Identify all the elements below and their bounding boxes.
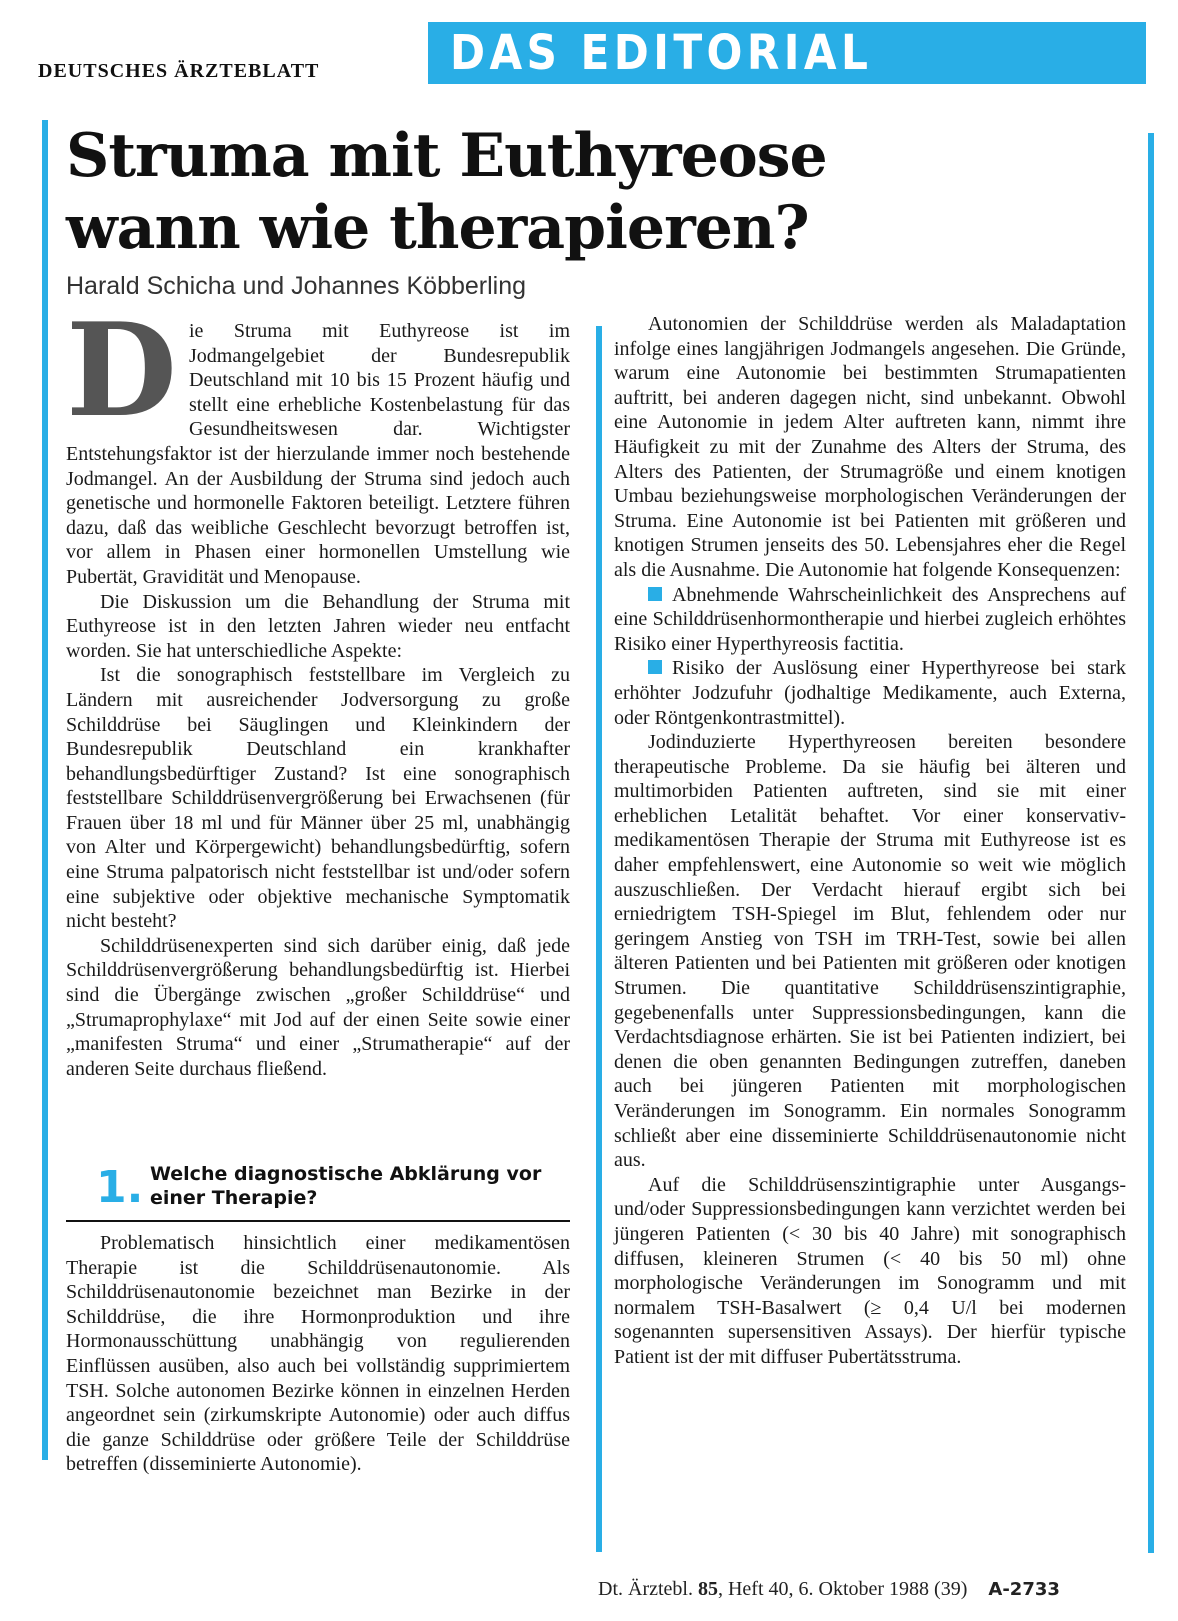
left-column-lower <box>66 1231 570 1477</box>
square-bullet-icon <box>648 660 662 674</box>
bullet-item <box>614 583 1126 657</box>
drop-cap: D <box>66 296 177 446</box>
authors: Harald Schicha und Johannes Köbberling <box>66 272 527 300</box>
paragraph: Problematisch hinsichtlich einer medikamentösen Therapie ist die Schilddrüsenautonomie. Als Schilddrüsenautonomie bezeichnet man Bezirke in der Schilddrüse, die ihre Hormonproduktion und ihre Hormonausschüttung unabhängig von regulierenden Einflüssen ausüben, also auch bei vollständig supprimiertem TSH. Solche autonomen Bezirke können in einzelnen Herden angeordnet sein (zirkumskripte Autonomie) oder auch diffus die ganze Schilddrüse oder größere Teile der Schilddrüse betreffen (disseminierte Autonomie). <box>66 1232 570 1476</box>
accent-bar-middle <box>596 326 602 1552</box>
headline-line-1: Struma mit Euthyreose <box>66 121 827 191</box>
accent-bar-right <box>1148 133 1154 1553</box>
paragraph: Auf die Schilddrüsenszintigraphie unter Ausgangs- und/oder Suppressionsbedingungen kann verzichtet werden bei jüngeren Patienten (< 30 bis 40 Jahre) mit sonographisch diffusen, kleineren Strumen (< 40 bis 50 ml) ohne morphologische Veränderungen im Sonogramm und mit normalem TSH-Basalwert (≥ 0,4 U/l bei modernen sogenannten supersensitiven Assays). Der hierfür typische Patient ist der mit diffuser Pubertätsstruma. <box>614 1173 1126 1368</box>
footer-citation <box>598 1578 1060 1601</box>
square-bullet-icon <box>648 587 662 601</box>
headline <box>66 120 827 264</box>
paragraph-intro <box>66 296 570 590</box>
paragraph: Jodinduzierte Hyperthyreosen bereiten besondere therapeutische Probleme. Da sie häufig bei älteren und multimorbiden Patienten auftreten, sind sie mit einer erheblichen Letalität behaftet. Vor einer konservativ-medikamentösen Therapie der Struma mit Euthyreose ist es daher empfehlenswert, eine Autonomie so weit wie möglich auszuschließen. Der Verdacht hierauf ergibt sich bei erniedrigtem TSH-Spiegel im Blut, fehlendem oder nur geringem Anstieg von TSH im TRH-Test, sowie bei allen älteren Patienten und bei Patienten mit größeren oder knotigen Strumen. Die quantitative Schilddrüsenszintigraphie, gegebenenfalls unter Suppressionsbedingungen, kann die Verdachtsdiagnose erhärten. Sie ist bei Patienten indiziert, bei denen die oben genannten Bedingungen zutreffen, daneben auch bei jüngeren Patienten mit morphologischen Veränderungen im Sonogramm. Ein normales Sonogramm schließt aber eine disseminierte Schilddrüsenautonomie nicht aus. <box>614 731 1126 1172</box>
bullet-text: Abnehmende Wahrscheinlichkeit des Ansprechens auf eine Schilddrüsenhormontherapie und hierbei zugleich erhöhtes Risiko einer Hyperthyreosis factitia. <box>614 583 1126 655</box>
paragraph: Schilddrüsenexperten sind sich darüber einig, daß jede Schilddrüsenvergrößerung behandlungsbedürftig ist. Hierbei sind die Übergänge zwischen „großer Schilddrüse“ und „Strumaprophylaxe“ mit Jod auf der einen Seite sowie einer „manifesten Struma“ und einer „Strumatherapie“ auf der anderen Seite durchaus fließend. <box>66 934 570 1080</box>
paragraph: Die Diskussion um die Behandlung der Struma mit Euthyreose ist in den letzten Jahren wieder neu entfacht worden. Sie hat unterschiedliche Aspekte: <box>66 590 570 662</box>
section-title: Welche diagnostische Abklärung vor einer Therapie? <box>150 1163 542 1209</box>
section-banner <box>428 22 1146 84</box>
page-number: A-2733 <box>988 1579 1060 1600</box>
section-number: 1. <box>96 1162 144 1213</box>
paragraph-intro-text: ie Struma mit Euthyreose ist im Jodmangelgebiet der Bundesrepublik Deutschland mit 10 bis 15 Prozent häufig und stellt eine erhebliche Kostenbelastung für das Gesundheitswesen dar. Wichtigster Entstehungsfaktor ist der hierzulande immer noch bestehende Jodmangel. An der Ausbildung der Struma sind jedoch auch genetische und hormonelle Faktoren beteiligt. Letztere führen dazu, daß das weibliche Geschlecht bevorzugt betroffen ist, vor allem in Phasen einer hormonellen Umstellung wie Pubertät, Gravidität und Menopause. <box>66 320 570 588</box>
citation-details: , Heft 40, 6. Oktober 1988 (39) <box>717 1578 968 1600</box>
right-column <box>614 312 1126 1370</box>
left-column-upper <box>66 296 570 1081</box>
paragraph: Ist die sonographisch feststellbare im Vergleich zu Ländern mit ausreichender Jodversorgung zu große Schilddrüse bei Säuglingen und Kleinkindern der Bundesrepublik Deutschland ein krankhafter behandlungsbedürftiger Zustand? Ist eine sonographisch feststellbare Schilddrüsenvergrößerung bei Erwachsenen (für Frauen über 18 ml und für Männer über 25 ml, unabhängig von Alter und Körpergewicht) behandlungsbedürftig, sofern eine Struma palpatorisch nicht feststellbar ist und/oder sofern eine subjektive oder objektive mechanische Symptomatik nicht besteht? <box>66 664 570 933</box>
section-heading <box>66 1160 570 1222</box>
citation-prefix: Dt. Ärztebl. <box>598 1578 693 1600</box>
bullet-text: Risiko der Auslösung einer Hyperthyreose bei stark erhöhter Jodzufuhr (jodhaltige Medikamente, auch Externa, oder Röntgenkontrastmittel). <box>614 657 1126 729</box>
accent-bar-left <box>42 120 48 1460</box>
headline-line-2: wann wie therapieren? <box>66 193 809 263</box>
journal-name: DEUTSCHES ÄRZTEBLATT <box>38 60 320 82</box>
bullet-item <box>614 656 1126 730</box>
section-banner-label: DAS EDITORIAL <box>450 25 873 81</box>
paragraph: Autonomien der Schilddrüse werden als Maladaptation infolge eines langjährigen Jodmangels angesehen. Die Gründe, warum eine Autonomie bei bestimmten Strumapatienten auftritt, bei anderen dagegen nicht, sind unbekannt. Obwohl eine Autonomie in jedem Alter auftreten kann, nimmt ihre Häufigkeit zu mit der Zunahme des Alters der Struma, des Alters des Patienten, der Strumagröße und einem knotigen Umbau beziehungsweise morphologischen Veränderungen der Struma. Eine Autonomie ist bei Patienten mit größeren und knotigen Strumen jenseits des 50. Lebensjahres eher die Regel als die Ausnahme. Die Autonomie hat folgende Konsequenzen: <box>614 313 1126 581</box>
citation-volume: 85 <box>697 1578 718 1600</box>
